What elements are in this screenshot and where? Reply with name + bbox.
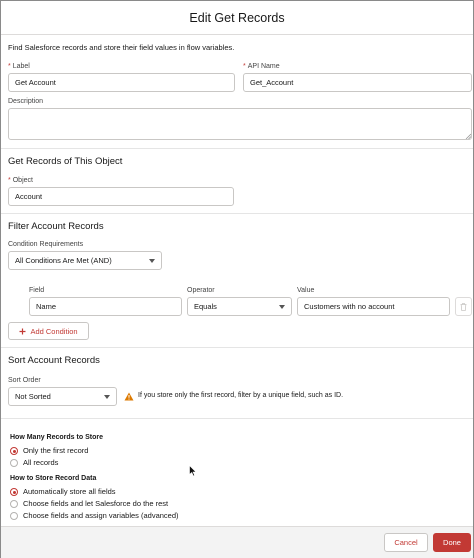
radio-label: Choose fields and assign variables (advanced) [23,511,179,520]
field-column-header: Field [29,287,45,294]
radio-label: Automatically store all fields [23,487,116,496]
sort-order-select[interactable] [8,387,117,406]
condition-operator-select[interactable] [187,297,292,316]
modal-header [1,1,473,35]
radio-label: Choose fields and let Salesforce do the rest [23,499,169,508]
api-name-input[interactable]: Get_Account [243,73,472,92]
add-condition-label: Add Condition [30,326,78,336]
required-marker: * [8,63,11,70]
filter-section-title: Filter Account Records [8,221,104,232]
divider [1,347,473,348]
condition-value-input[interactable]: Customers with no account [297,297,450,316]
chevron-down-icon [104,395,110,399]
required-marker: * [8,177,11,184]
done-button[interactable]: Done [433,533,471,552]
sort-section-title: Sort Account Records [8,355,100,366]
label-field-label-text: Label [12,63,30,70]
label-field-label [8,63,30,70]
radio-button[interactable] [10,500,18,508]
condition-requirements-select[interactable] [8,251,162,270]
add-condition-button[interactable] [8,322,89,340]
radio-button[interactable] [10,512,18,520]
radio-button[interactable] [10,447,18,455]
cancel-button[interactable]: Cancel [384,533,428,552]
radio-label: All records [23,458,59,467]
divider [1,213,473,214]
condition-field-input[interactable]: Name [29,297,182,316]
radio-label: Only the first record [23,446,89,455]
trash-icon [460,303,467,311]
delete-condition-button[interactable] [455,297,472,316]
divider [1,418,473,419]
object-label-text: Object [12,177,33,184]
value-column-header: Value [297,287,315,294]
object-section-title: Get Records of This Object [8,156,123,167]
radio-button[interactable] [10,459,18,467]
warning-icon [124,392,134,401]
how-many-title: How Many Records to Store [10,434,103,441]
sort-order-value: Not Sorted [15,392,51,401]
object-input[interactable]: Account [8,187,234,206]
condition-requirements-label: Condition Requirements [8,241,84,248]
api-name-label-text: API Name [247,63,280,70]
sort-warning-text: If you store only the first record, filter by a unique field, such as ID. [138,392,344,399]
api-name-field-label [243,63,280,70]
radio-button[interactable] [10,488,18,496]
condition-operator-value: Equals [194,302,217,311]
divider [1,148,473,149]
chevron-down-icon [149,259,155,263]
intro-text: Find Salesforce records and store their field values in flow variables. [8,43,235,52]
resize-handle-icon[interactable] [465,133,471,139]
chevron-down-icon [279,305,285,309]
object-field-label [8,177,33,184]
modal-title: Edit Get Records [189,10,285,25]
operator-column-header: Operator [187,287,215,294]
sort-order-label: Sort Order [8,377,41,384]
plus-icon [19,328,26,335]
how-to-store-title: How to Store Record Data [10,475,97,482]
description-label: Description [8,98,44,105]
label-input[interactable]: Get Account [8,73,235,92]
description-textarea[interactable] [8,108,472,140]
mouse-cursor-icon [189,465,197,477]
condition-requirements-value: All Conditions Are Met (AND) [15,256,112,265]
required-marker: * [243,63,246,70]
